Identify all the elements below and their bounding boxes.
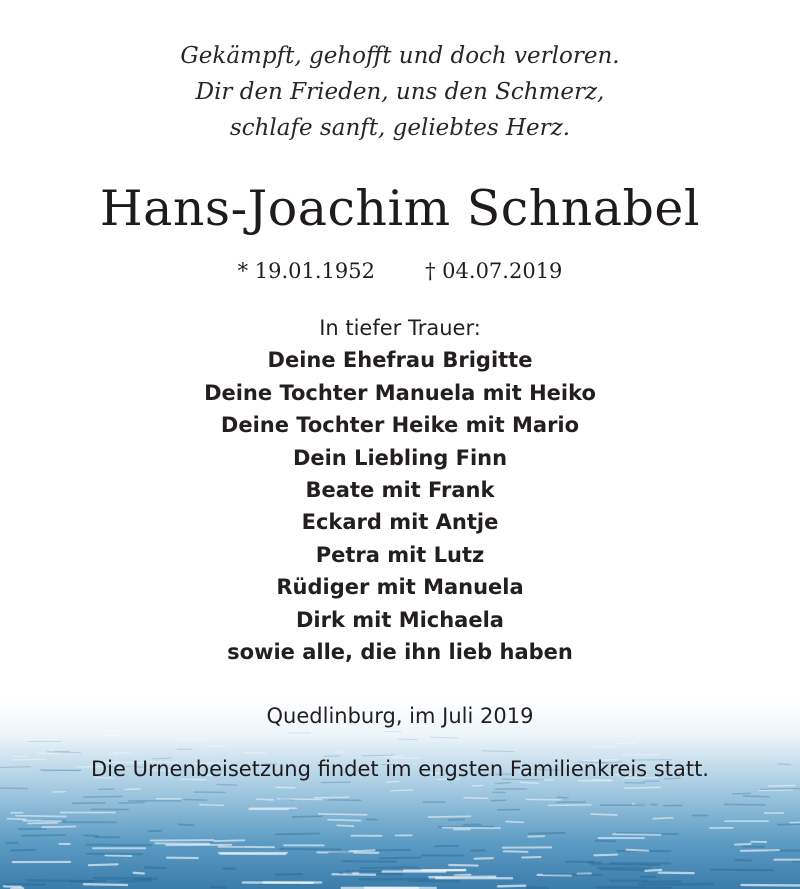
water-ripple: [625, 787, 660, 788]
water-ripple: [741, 850, 779, 851]
water-ripple: [349, 850, 374, 851]
water-ripple: [429, 877, 495, 878]
water-ripple: [179, 824, 194, 825]
poem-verse: [0, 38, 800, 146]
water-ripple: [614, 743, 636, 744]
water-ripple: [422, 870, 465, 871]
water-ripple: [475, 858, 493, 859]
water-ripple: [280, 849, 341, 850]
water-ripple: [16, 816, 66, 817]
water-ripple: [592, 864, 659, 865]
water-ripple: [337, 825, 353, 826]
poem-line: Dir den Frieden, uns den Schmerz,: [195, 79, 605, 105]
water-ripple: [742, 885, 800, 886]
deceased-name: Hans-Joachim Schnabel: [99, 180, 701, 237]
mourner-entry: Deine Tochter Manuela mit Heiko: [204, 380, 596, 405]
water-ripple: [506, 822, 523, 823]
water-ripple: [443, 828, 500, 829]
poem-line: schlafe sanft, geliebtes Herz.: [229, 115, 571, 141]
water-ripple: [184, 800, 206, 801]
water-ripple: [711, 870, 773, 871]
water-ripple: [769, 785, 796, 786]
water-ripple: [119, 803, 144, 804]
burial-note: Die Urnenbeisetzung findet im engsten Familienkreis statt.: [90, 757, 709, 781]
life-dates: [0, 256, 800, 286]
water-ripple: [155, 843, 209, 844]
water-ripple: [613, 834, 660, 835]
water-ripple: [391, 790, 413, 791]
water-ripple: [557, 797, 568, 798]
water-ripple: [218, 847, 274, 848]
water-ripple: [87, 845, 151, 846]
water-ripple: [6, 843, 17, 844]
water-ripple: [435, 846, 458, 847]
water-ripple: [278, 799, 329, 800]
water-ripple: [527, 799, 561, 800]
water-ripple: [276, 874, 302, 875]
water-ripple: [346, 871, 381, 872]
water-ripple: [361, 868, 399, 869]
water-ripple: [99, 789, 114, 790]
water-ripple: [594, 855, 617, 856]
water-ripple: [449, 865, 477, 866]
water-ripple: [22, 835, 65, 836]
water-ripple: [72, 803, 104, 804]
water-ripple: [735, 844, 750, 845]
water-ripple: [323, 800, 361, 801]
mourner-entry: Rüdiger mit Manuela: [276, 575, 524, 600]
water-ripple: [410, 881, 460, 882]
birth-date: * 19.01.1952: [237, 259, 375, 283]
water-ripple: [645, 870, 661, 871]
water-ripple: [8, 819, 26, 820]
water-ripple: [343, 861, 396, 862]
water-ripple: [121, 881, 151, 882]
water-ripple: [653, 818, 672, 819]
water-ripple: [464, 798, 488, 799]
water-ripple: [504, 851, 528, 852]
mourner-entry: Petra mit Lutz: [315, 542, 485, 567]
mourner-entry: Dein Liebling Finn: [292, 445, 508, 470]
water-ripple: [27, 880, 93, 881]
water-ripple: [473, 785, 483, 786]
death-date: † 04.07.2019: [425, 259, 563, 283]
water-ripple: [145, 868, 166, 869]
water-ripple: [429, 816, 471, 817]
water-ripple: [42, 827, 75, 828]
water-ripple: [28, 823, 57, 824]
water-ripple: [134, 873, 144, 874]
water-ripple: [778, 824, 800, 825]
place-and-date: Quedlinburg, im Juli 2019: [266, 704, 534, 728]
water-ripple: [449, 819, 465, 820]
water-ripple: [328, 820, 361, 821]
water-ripple: [89, 864, 118, 865]
mourning-intro: In tiefer Trauer:: [319, 316, 481, 340]
water-ripple: [148, 831, 161, 832]
water-ripple: [635, 804, 657, 805]
water-ripple: [85, 835, 98, 836]
water-ripple: [11, 850, 35, 851]
water-ripple: [529, 833, 565, 834]
water-ripple: [380, 858, 421, 859]
water-ripple: [733, 793, 751, 794]
water-ripple: [151, 840, 214, 841]
water-ripple: [626, 850, 648, 851]
water-ripple: [401, 867, 419, 868]
water-ripple: [725, 804, 765, 805]
mourner-entry: Deine Tochter Heike mit Mario: [220, 413, 580, 438]
mourner-entry: Beate mit Frank: [305, 478, 495, 503]
water-ripple: [84, 796, 122, 797]
water-ripple: [544, 874, 601, 875]
water-ripple: [736, 860, 751, 861]
water-ripple: [84, 884, 127, 885]
mourner-entry: Deine Ehefrau Brigitte: [267, 348, 533, 373]
water-ripple: [659, 873, 694, 874]
poem-line: Gekämpft, gehofft und doch verloren.: [180, 43, 620, 69]
water-ripple: [498, 886, 525, 887]
water-ripple: [24, 739, 56, 740]
water-ripple: [744, 846, 764, 847]
water-ripple: [214, 840, 244, 841]
mourner-entry: Dirk mit Michaela: [296, 607, 504, 632]
water-ripple: [744, 796, 770, 797]
water-ripple: [522, 857, 540, 858]
water-ripple: [760, 789, 799, 790]
water-ripple: [212, 887, 226, 888]
water-ripple: [319, 814, 367, 815]
mourner-entry: sowie alle, die ihn lieb haben: [227, 640, 573, 665]
mourners-list: [0, 312, 800, 668]
water-ripple: [87, 854, 143, 855]
water-ripple: [591, 814, 617, 815]
water-ripple: [455, 875, 471, 876]
water-ripple: [200, 805, 224, 806]
water-ripple: [106, 855, 132, 856]
water-ripple: [292, 816, 322, 817]
water-ripple: [639, 884, 713, 885]
water-ripple: [276, 834, 319, 835]
water-ripple: [549, 805, 591, 806]
mourner-entry: Eckard mit Antje: [301, 510, 499, 535]
water-ripple: [601, 869, 647, 870]
water-ripple: [257, 799, 274, 800]
